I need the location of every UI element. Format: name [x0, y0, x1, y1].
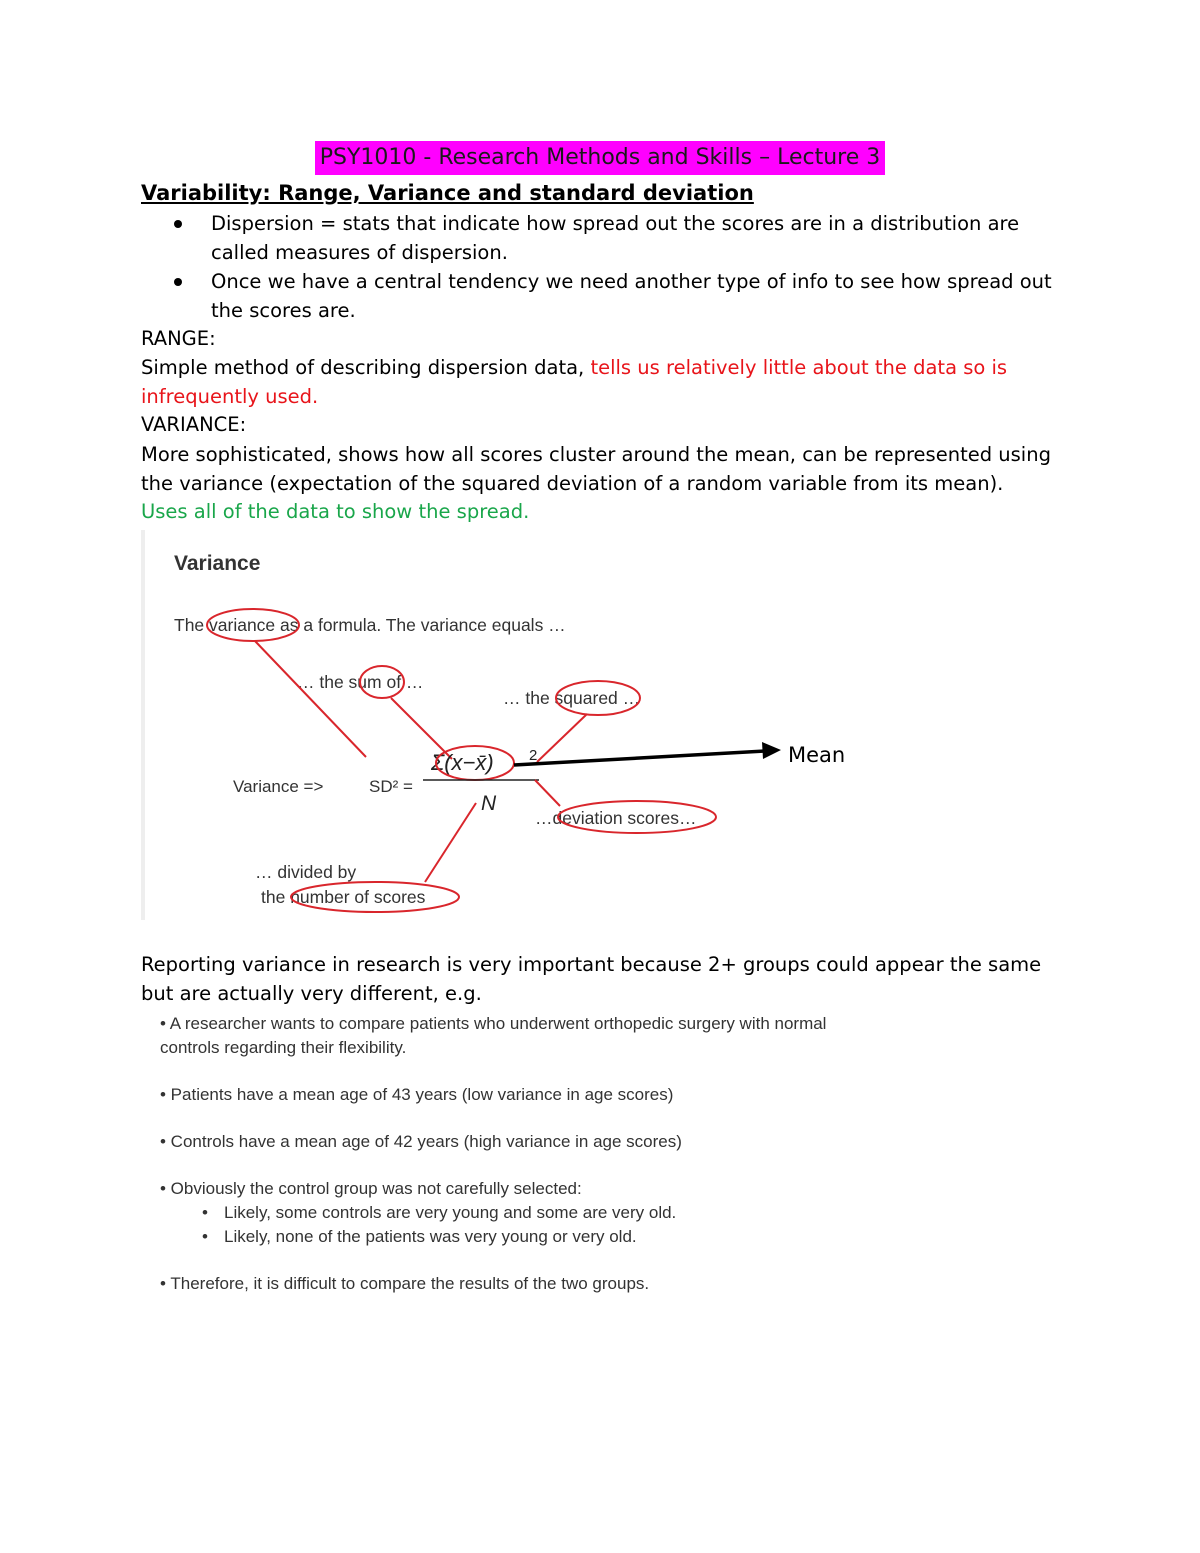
variance-connector [255, 641, 366, 757]
range-paragraph: Simple method of describing dispersion data, tells us relatively little about the data so is infrequently used. [141, 356, 1008, 408]
n-connector [425, 803, 476, 882]
figure-title: Variance [174, 552, 261, 575]
example-point: • Therefore, it is difficult to compare the results of the two groups. [160, 1274, 650, 1293]
title-row [0, 141, 1200, 175]
range-label: RANGE: [141, 327, 216, 350]
bullet-icon [174, 278, 182, 286]
variance-paragraph: More sophisticated, shows how all scores cluster around the mean, can be represented using the variance (expectation of the squared deviation of a random variable from its mean). [141, 443, 1051, 495]
deviation-label: …deviation scores… [535, 808, 697, 828]
list-item: Once we have a central tendency we need another type of info to see how spread out the scores are. [141, 267, 1071, 325]
variance-arrow-label: Variance => [233, 777, 324, 796]
mean-arrow-line [514, 751, 765, 765]
number-of-scores-label: the number of scores [261, 887, 426, 907]
squared-label: … the squared … [503, 688, 641, 708]
formula-numerator: Σ(x−x̄) [431, 750, 494, 775]
squared-connector [537, 714, 587, 762]
deviation-connector [535, 780, 560, 806]
example-point: • A researcher wants to compare patients who underwent orthopedic surgery with normal controls regarding their flexibility. [160, 1014, 827, 1057]
example-slide [160, 1012, 860, 1319]
sum-label: … the sum of … [297, 672, 424, 692]
figure-intro: The variance as a formula. The variance equals … [174, 615, 566, 635]
page-title: PSY1010 - Research Methods and Skills – Lecture 3 [315, 141, 885, 175]
variance-label: VARIANCE: [141, 413, 247, 436]
example-point: • Patients have a mean age of 43 years (low variance in age scores) [160, 1085, 674, 1104]
variance-diagram [145, 530, 845, 920]
section-heading: Variability: Range, Variance and standard deviation [141, 181, 754, 205]
reporting-paragraph: Reporting variance in research is very important because 2+ groups could appear the same but are actually very different, e.g. [141, 953, 1042, 1005]
list-item: Dispersion = stats that indicate how spread out the scores are in a distribution are called measures of dispersion. [141, 209, 1071, 267]
variance-highlight: Uses all of the data to show the spread. [141, 500, 530, 523]
sd-squared-label: SD² = [369, 777, 413, 796]
example-point: • Obviously the control group was not carefully selected: [160, 1179, 582, 1198]
bullet-icon [174, 220, 182, 228]
mean-arrow-head [762, 742, 781, 759]
formula-denominator: N [481, 792, 497, 815]
mean-label: Mean [788, 743, 846, 767]
sub-bullet-icon: • [202, 1227, 208, 1246]
example-subpoint: • Likely, some controls are very young and some are very old. [160, 1201, 860, 1225]
example-point: • Controls have a mean age of 42 years (high variance in age scores) [160, 1132, 682, 1151]
sub-bullet-icon: • [202, 1203, 208, 1222]
example-subpoint: • Likely, none of the patients was very young or very old. [160, 1225, 860, 1249]
bullet-list [141, 209, 1071, 325]
divided-label: … divided by [255, 862, 357, 882]
formula-exponent: 2 [529, 747, 538, 764]
variance-figure [141, 530, 845, 920]
